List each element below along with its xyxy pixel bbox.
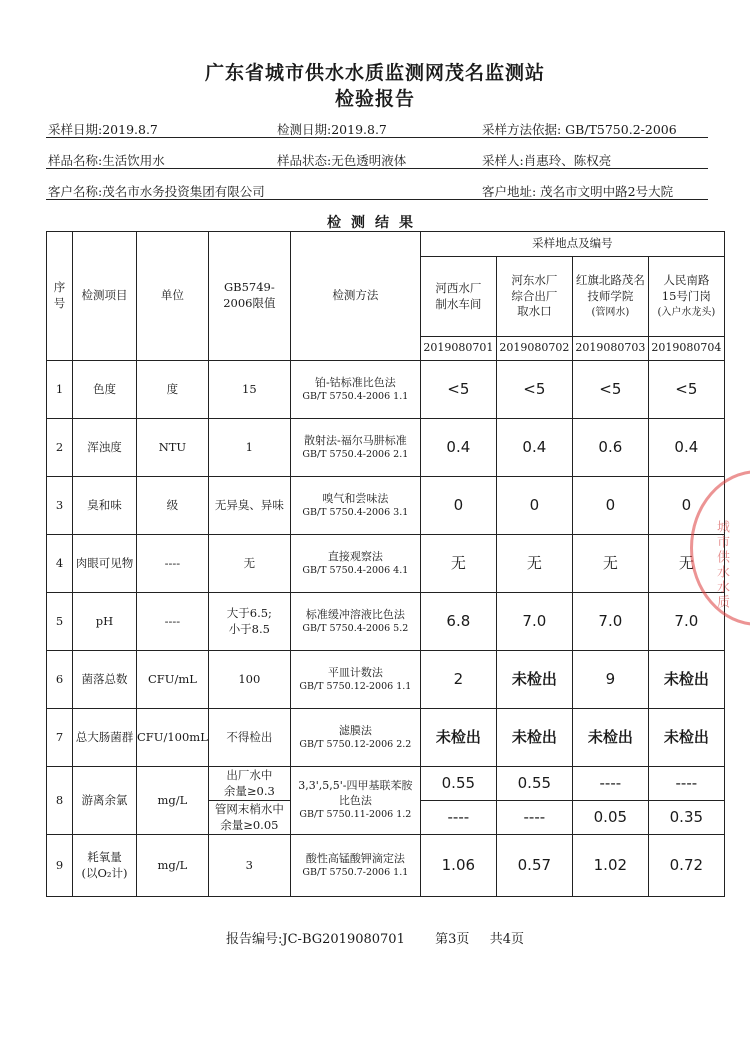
row-limit: 无异臭、异味 — [208, 477, 290, 535]
table-row — [47, 361, 725, 419]
row-item: 肉眼可见物 — [73, 535, 137, 593]
row-value: 9 — [572, 651, 648, 709]
row-limit: 管网末梢水中 余量≥0.05 — [208, 801, 290, 835]
row-limit: 1 — [208, 419, 290, 477]
row-unit: mg/L — [137, 835, 209, 897]
client-address: 客户地址: 茂名市文明中路2号大院 — [482, 184, 674, 199]
row-value: <5 — [496, 361, 572, 419]
row-limit: 不得检出 — [208, 709, 290, 767]
row-value: 7.0 — [648, 593, 724, 651]
row-method: 3,3',5,5'-四甲基联苯胺比色法 GB/T 5750.11-2006 1.2 — [290, 767, 420, 835]
row-limit: 出厂水中 余量≥0.3 — [208, 767, 290, 801]
header-item: 检测项目 — [73, 232, 137, 361]
row-seq: 5 — [47, 593, 73, 651]
row-value: 未检出 — [496, 709, 572, 767]
header-limit: GB5749-2006限值 — [208, 232, 290, 361]
row-method: 嗅气和尝味法 GB/T 5750.4-2006 3.1 — [290, 477, 420, 535]
row-value: 2 — [420, 651, 496, 709]
table-row — [47, 709, 725, 767]
table-row — [47, 835, 725, 897]
row-item: 浑浊度 — [73, 419, 137, 477]
report-number: 报告编号:JC-BG2019080701 — [226, 932, 405, 947]
header-sites: 采样地点及编号 — [420, 232, 724, 257]
row-value: 7.0 — [496, 593, 572, 651]
seal-text: 城市供水水质 — [714, 520, 729, 610]
site-code-1: 2019080701 — [420, 337, 496, 361]
row-limit: 大于6.5; 小于8.5 — [208, 593, 290, 651]
row-value: 0 — [572, 477, 648, 535]
row-value: 1.06 — [420, 835, 496, 897]
row-value: 0.4 — [496, 419, 572, 477]
page-footer — [0, 928, 750, 947]
table-row — [47, 477, 725, 535]
row-value: 7.0 — [572, 593, 648, 651]
table-row — [47, 651, 725, 709]
site-name-4: 人民南路15号门岗 (入户水龙头) — [648, 257, 724, 337]
row-seq: 2 — [47, 419, 73, 477]
row-seq: 8 — [47, 767, 73, 835]
row-unit: 度 — [137, 361, 209, 419]
site-code-3: 2019080703 — [572, 337, 648, 361]
row-item: 菌落总数 — [73, 651, 137, 709]
sampler: 采样人:肖惠玲、陈权亮 — [482, 153, 612, 168]
row-value: 无 — [420, 535, 496, 593]
row-unit: ---- — [137, 535, 209, 593]
row-item: 耗氧量 (以O₂计) — [73, 835, 137, 897]
divider — [46, 137, 708, 138]
header-seq: 序号 — [47, 232, 73, 361]
page-total: 共4页 — [489, 932, 524, 947]
row-value: 未检出 — [648, 651, 724, 709]
row-value: 未检出 — [496, 651, 572, 709]
row-item: 色度 — [73, 361, 137, 419]
row-method: 滤膜法 GB/T 5750.12-2006 2.2 — [290, 709, 420, 767]
report-subtitle: 检验报告 — [334, 88, 415, 110]
row-value: <5 — [420, 361, 496, 419]
row-limit: 无 — [208, 535, 290, 593]
row-seq: 4 — [47, 535, 73, 593]
divider — [46, 168, 708, 169]
row-value: ---- — [648, 767, 724, 801]
report-title: 广东省城市供水水质监测网茂名监测站 — [204, 62, 545, 84]
row-value: 6.8 — [420, 593, 496, 651]
results-title: 检测结果 — [327, 215, 423, 231]
row-limit: 15 — [208, 361, 290, 419]
row-value: 0.6 — [572, 419, 648, 477]
page-number: 第3页 — [435, 932, 470, 947]
row-method: 散射法-福尔马肼标准 GB/T 5750.4-2006 2.1 — [290, 419, 420, 477]
row-seq: 1 — [47, 361, 73, 419]
row-unit: mg/L — [137, 767, 209, 835]
row-item: 游离余氯 — [73, 767, 137, 835]
row-value: ---- — [420, 801, 496, 835]
table-row — [47, 419, 725, 477]
row-unit: 级 — [137, 477, 209, 535]
row-limit: 100 — [208, 651, 290, 709]
row-method: 直接观察法 GB/T 5750.4-2006 4.1 — [290, 535, 420, 593]
row-item: pH — [73, 593, 137, 651]
row-item: 臭和味 — [73, 477, 137, 535]
site-name-2: 河东水厂综合出厂取水口 — [496, 257, 572, 337]
row-value: 无 — [572, 535, 648, 593]
row-method: 铂-钴标准比色法 GB/T 5750.4-2006 1.1 — [290, 361, 420, 419]
method-basis: 采样方法依据: GB/T5750.2-2006 — [482, 122, 677, 137]
row-method: 酸性高锰酸钾滴定法 GB/T 5750.7-2006 1.1 — [290, 835, 420, 897]
row-value: 0.35 — [648, 801, 724, 835]
row-method: 平皿计数法 GB/T 5750.12-2006 1.1 — [290, 651, 420, 709]
site-code-2: 2019080702 — [496, 337, 572, 361]
row-value: <5 — [572, 361, 648, 419]
row-value: 无 — [648, 535, 724, 593]
row-value: <5 — [648, 361, 724, 419]
row-value: 0.72 — [648, 835, 724, 897]
row-value: 未检出 — [648, 709, 724, 767]
table-row — [47, 593, 725, 651]
row-value: 0 — [496, 477, 572, 535]
row-seq: 9 — [47, 835, 73, 897]
header-method: 检测方法 — [290, 232, 420, 361]
row-value: 0.4 — [420, 419, 496, 477]
row-value: ---- — [496, 801, 572, 835]
row-value: 1.02 — [572, 835, 648, 897]
test-date: 检测日期:2019.8.7 — [277, 122, 387, 137]
row-value: 0.55 — [420, 767, 496, 801]
sample-name: 样品名称:生活饮用水 — [48, 153, 165, 168]
site-name-3: 红旗北路茂名技师学院 (管网水) — [572, 257, 648, 337]
divider — [46, 199, 708, 200]
row-unit: NTU — [137, 419, 209, 477]
row-value: 0.57 — [496, 835, 572, 897]
header-unit: 单位 — [137, 232, 209, 361]
row-unit: ---- — [137, 593, 209, 651]
row-unit: CFU/100mL — [137, 709, 209, 767]
results-table — [46, 231, 725, 897]
row-seq: 7 — [47, 709, 73, 767]
sample-date: 采样日期:2019.8.7 — [48, 122, 158, 137]
row-value: 0 — [648, 477, 724, 535]
client-name: 客户名称:茂名市水务投资集团有限公司 — [48, 184, 265, 199]
row-seq: 6 — [47, 651, 73, 709]
row-method: 标准缓冲溶液比色法 GB/T 5750.4-2006 5.2 — [290, 593, 420, 651]
row-item: 总大肠菌群 — [73, 709, 137, 767]
row-value: 未检出 — [572, 709, 648, 767]
sample-state: 样品状态:无色透明液体 — [277, 153, 407, 168]
site-code-4: 2019080704 — [648, 337, 724, 361]
row-value: 0.55 — [496, 767, 572, 801]
table-row — [47, 535, 725, 593]
row-limit: 3 — [208, 835, 290, 897]
row-value: ---- — [572, 767, 648, 801]
row-value: 未检出 — [420, 709, 496, 767]
row-value: 无 — [496, 535, 572, 593]
row-value: 0.4 — [648, 419, 724, 477]
row-seq: 3 — [47, 477, 73, 535]
table-row — [47, 767, 725, 801]
site-name-1: 河西水厂制水车间 — [420, 257, 496, 337]
row-unit: CFU/mL — [137, 651, 209, 709]
row-value: 0 — [420, 477, 496, 535]
row-value: 0.05 — [572, 801, 648, 835]
